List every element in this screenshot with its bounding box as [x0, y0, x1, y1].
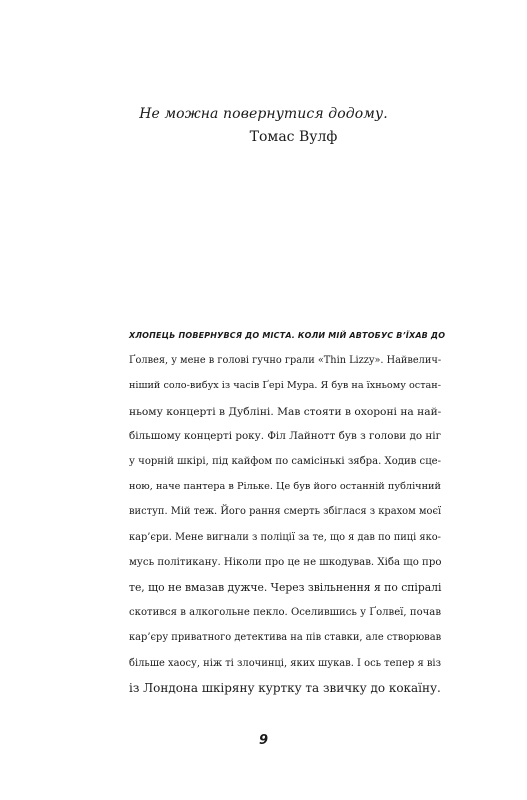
text-line: ніший соло-вибух із часів Ґері Мура. Я був на їхньому остан-	[129, 380, 441, 392]
text-line: скотився в алкогольне пекло. Оселившись у Ґолвеї, почав	[129, 607, 441, 619]
text-line: виступ. Мій теж. Його рання смерть збіглася з крахом моєї	[129, 506, 442, 518]
text-line: ньому концерті в Дубліні. Мав стояти в охороні на най-	[129, 404, 442, 418]
epigraph	[0, 104, 527, 147]
text-line: мусь політикану. Ніколи про це не шкодував. Хіба що про	[129, 556, 442, 568]
text-line: те, що не вмазав дужче. Через звільнення я по спіралі	[129, 581, 442, 595]
chapter-lead-line: ХЛОПЕЦЬ ПОВЕРНУВСЯ ДО МІСТА. КОЛИ МІЙ АВТОБУС В’ЇХАВ ДО	[129, 331, 446, 340]
text-line: кар’єру приватного детектива на пів ставки, але створював	[129, 632, 442, 644]
text-line: Ґолвея, у мене в голові гучно грали «Thin Lizzy». Найвелич-	[129, 355, 442, 367]
text-line: більше хаосу, ніж ті злочинці, яких шукав. І ось тепер я віз	[129, 657, 442, 669]
text-line: із Лондона шкіряну куртку та звичку до кокаїну.	[129, 680, 441, 695]
epigraph-author: Томас Вулф	[249, 129, 338, 145]
text-line: кар’єри. Мене вигнали з поліції за те, що я дав по пиці яко-	[129, 531, 441, 543]
text-line: у чорній шкірі, під кайфом по самісінькі зябра. Ходив сце-	[129, 456, 441, 468]
page-number: 9	[258, 733, 269, 748]
epigraph-quote: Не можна повернутися додому.	[139, 106, 388, 122]
text-line: ною, наче пантера в Рільке. Це був його останній публічний	[129, 481, 441, 493]
chapter-text	[129, 323, 446, 701]
text-line: більшому концерті року. Філ Лайнотт був з голови до ніг	[129, 429, 441, 442]
